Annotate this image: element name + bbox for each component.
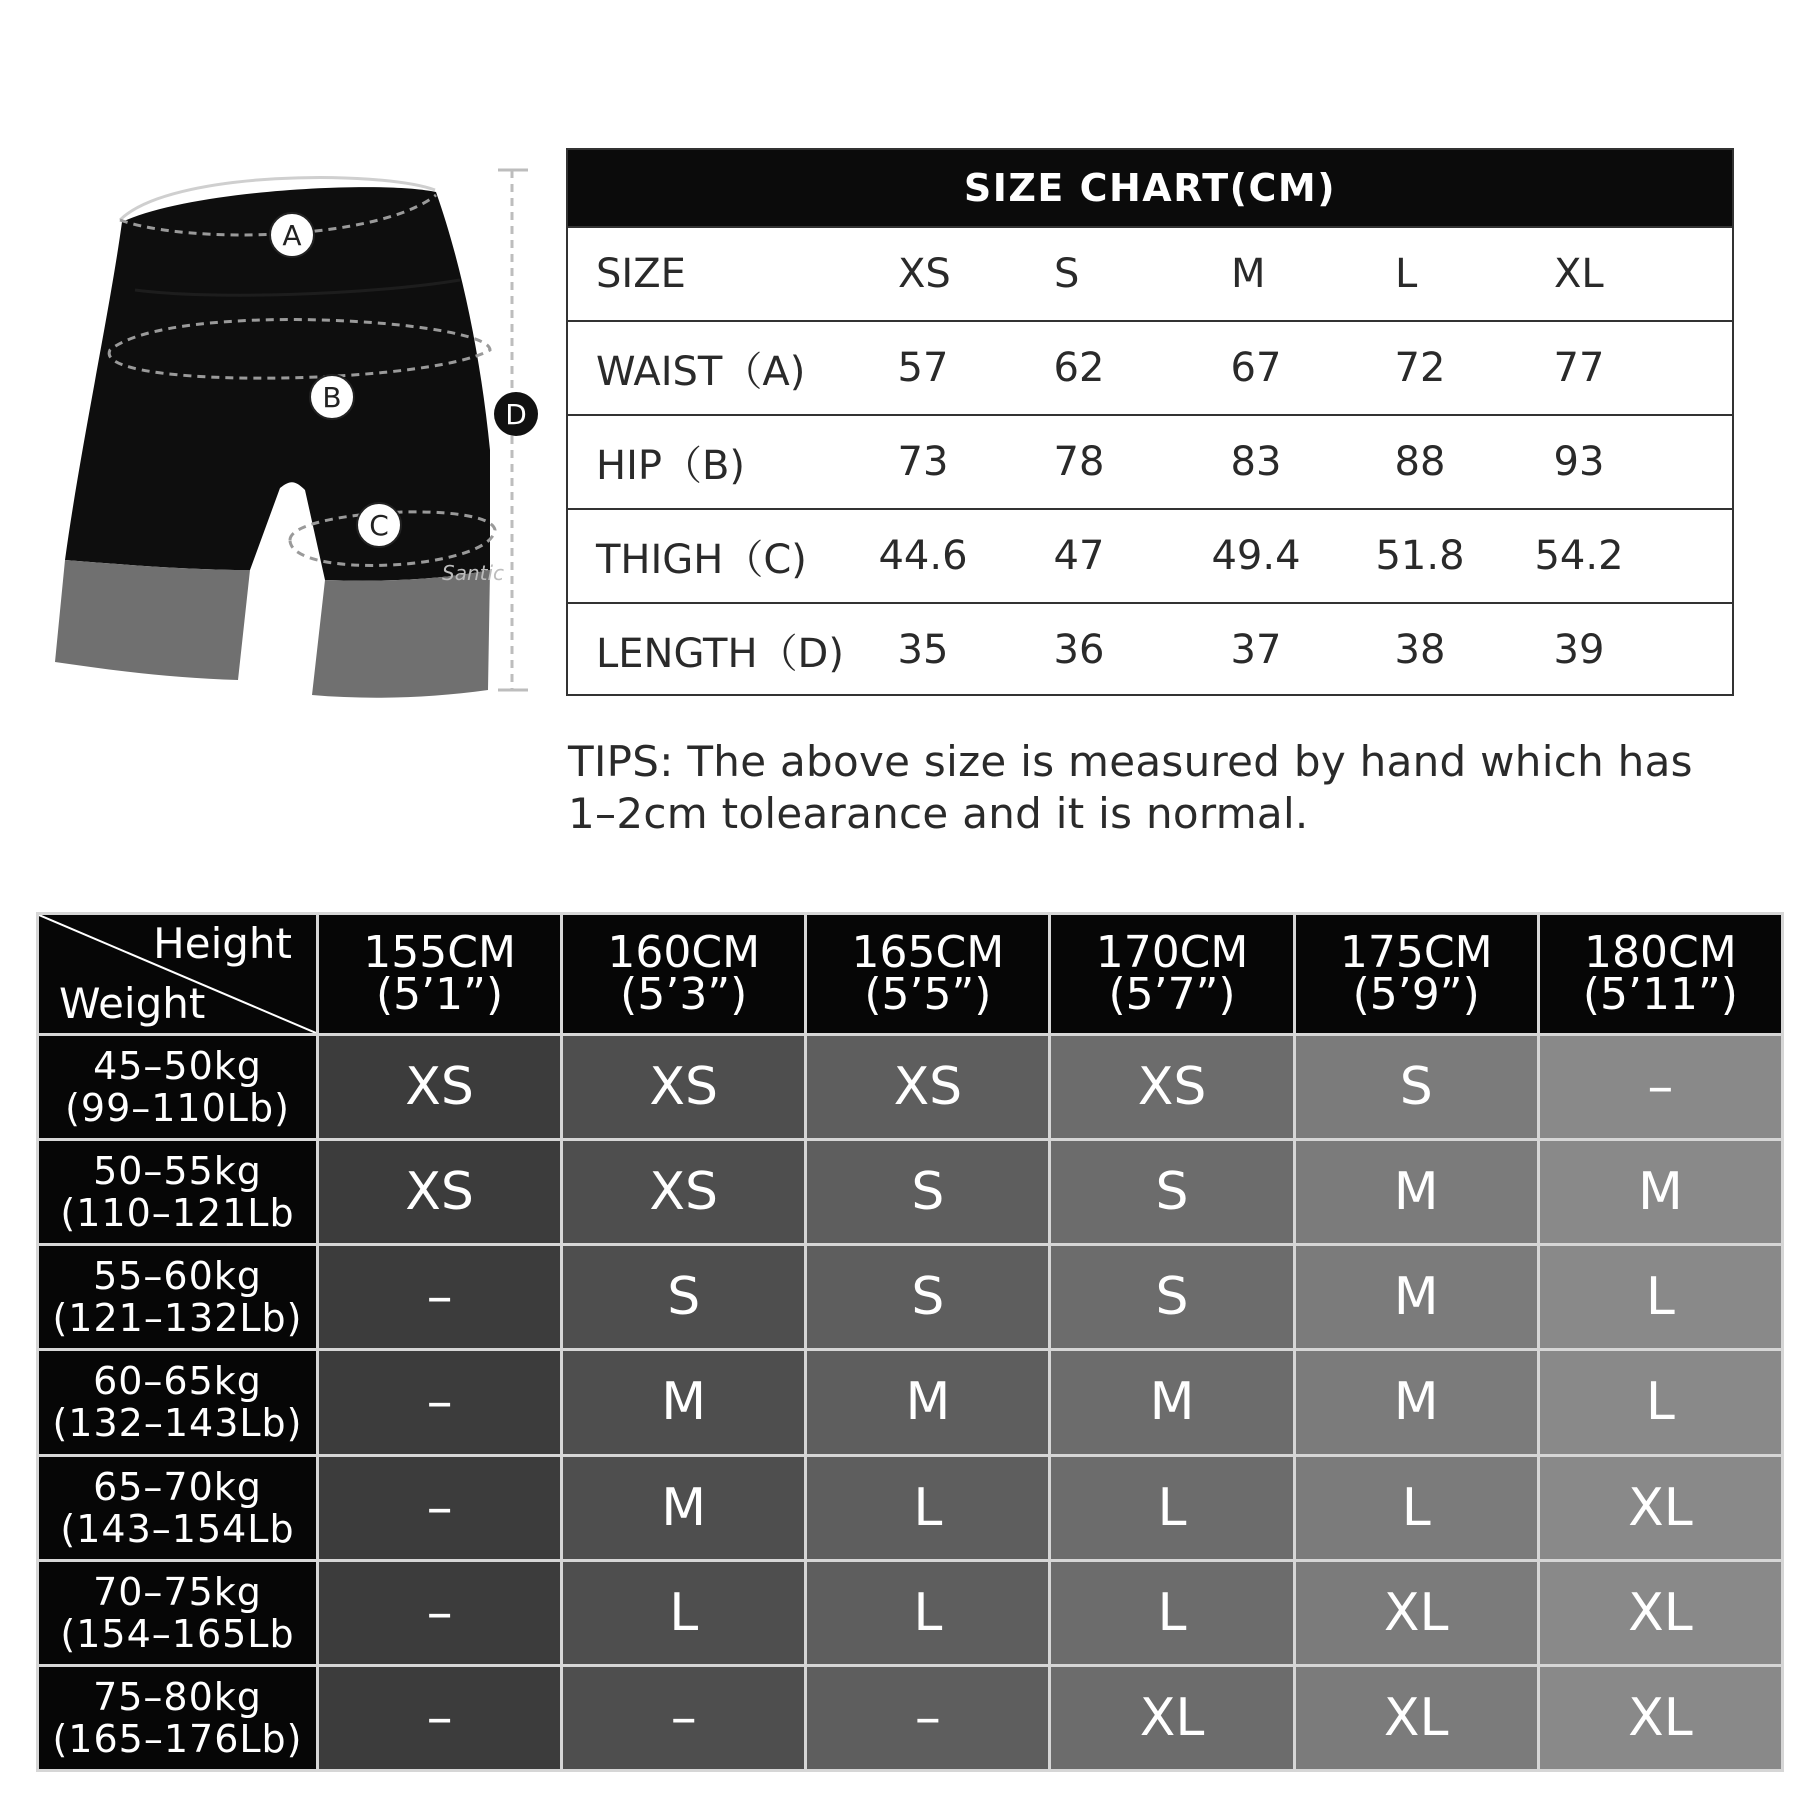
- tips-line-1: TIPS: The above size is measured by hand which has: [568, 737, 1693, 786]
- size-cell: L: [1050, 1560, 1294, 1665]
- size-cell: S: [562, 1245, 806, 1350]
- weight-row: [38, 1140, 1783, 1245]
- row-value: 83: [1230, 439, 1282, 485]
- row-value: 38: [1394, 627, 1446, 673]
- size-cell: S: [806, 1245, 1050, 1350]
- size-chart-title: SIZE CHART(CM): [568, 150, 1732, 226]
- size-cell: M: [1294, 1245, 1538, 1350]
- size-cell: XL: [1294, 1665, 1538, 1770]
- row-value: 57: [897, 345, 949, 391]
- size-header-s: S: [1054, 251, 1080, 297]
- svg-text:C: C: [369, 509, 389, 542]
- weight-row-header: 55–60kg (121–132Lb): [38, 1245, 318, 1350]
- row-value: 88: [1394, 439, 1446, 485]
- svg-text:D: D: [505, 398, 527, 431]
- size-cell: M: [1050, 1350, 1294, 1455]
- size-cell: –: [318, 1665, 562, 1770]
- size-cell: XL: [1538, 1455, 1782, 1560]
- row-value: 67: [1230, 345, 1282, 391]
- size-cell: XS: [562, 1035, 806, 1140]
- weight-row: [38, 1665, 1783, 1770]
- size-cell: XL: [1538, 1665, 1782, 1770]
- size-cell: L: [806, 1560, 1050, 1665]
- size-header-label: SIZE: [596, 251, 686, 297]
- size-cell: M: [1294, 1140, 1538, 1245]
- row-value: 54.2: [1534, 533, 1624, 579]
- shorts-illustration: [50, 150, 550, 710]
- row-value: 44.6: [878, 533, 968, 579]
- row-value: 37: [1230, 627, 1282, 673]
- size-cell: L: [1538, 1245, 1782, 1350]
- row-value: 35: [897, 627, 949, 673]
- row-value: 62: [1053, 345, 1105, 391]
- size-chart-row-waist: [568, 320, 1732, 414]
- size-cell: –: [318, 1350, 562, 1455]
- tips-line-2: 1–2cm tolearance and it is normal.: [568, 789, 1309, 838]
- size-cell: M: [1538, 1140, 1782, 1245]
- weight-row-header: 60–65kg (132–143Lb): [38, 1350, 318, 1455]
- size-header-m: M: [1231, 251, 1266, 297]
- size-cell: XL: [1538, 1560, 1782, 1665]
- weight-row: [38, 1560, 1783, 1665]
- size-chart-table: [566, 148, 1734, 696]
- left-cuff: [55, 560, 250, 680]
- height-weight-fit-grid: [36, 912, 1784, 1772]
- size-cell: S: [806, 1140, 1050, 1245]
- corner-header: [38, 914, 318, 1035]
- row-value: 39: [1553, 627, 1605, 673]
- size-cell: XS: [806, 1035, 1050, 1140]
- tips-note: [568, 736, 1748, 840]
- weight-row-header: 50–55kg (110–121Lb: [38, 1140, 318, 1245]
- row-label: LENGTH（D): [596, 630, 844, 677]
- size-cell: –: [318, 1245, 562, 1350]
- weight-row-header: 75–80kg (165–176Lb): [38, 1665, 318, 1770]
- corner-weight-label: Weight: [59, 979, 206, 1028]
- size-cell: M: [562, 1455, 806, 1560]
- size-chart-row-thigh: [568, 508, 1732, 602]
- row-value: 72: [1394, 345, 1446, 391]
- size-cell: XL: [1050, 1665, 1294, 1770]
- weight-row: [38, 1245, 1783, 1350]
- size-header-l: L: [1395, 251, 1418, 297]
- size-cell: –: [562, 1665, 806, 1770]
- size-cell: M: [806, 1350, 1050, 1455]
- size-cell: M: [562, 1350, 806, 1455]
- size-cell: L: [1538, 1350, 1782, 1455]
- fit-grid-header-row: [38, 914, 1783, 1035]
- height-column-header: 175CM (5’9”): [1294, 914, 1538, 1035]
- row-value: 73: [897, 439, 949, 485]
- height-column-header: 180CM (5’11”): [1538, 914, 1782, 1035]
- size-cell: –: [318, 1560, 562, 1665]
- size-chart-row-length: [568, 602, 1732, 696]
- size-cell: XS: [562, 1140, 806, 1245]
- right-cuff: [312, 570, 490, 698]
- row-value: 78: [1053, 439, 1105, 485]
- svg-text:A: A: [282, 219, 302, 252]
- size-cell: L: [1050, 1455, 1294, 1560]
- marker-b: [310, 375, 354, 419]
- size-chart-header-row: [568, 226, 1732, 320]
- corner-height-label: Height: [153, 919, 292, 968]
- brand-text: Santic: [442, 561, 505, 585]
- row-value: 77: [1553, 345, 1605, 391]
- size-cell: L: [1294, 1455, 1538, 1560]
- size-cell: XL: [1294, 1560, 1538, 1665]
- size-cell: M: [1294, 1350, 1538, 1455]
- size-cell: XS: [1050, 1035, 1294, 1140]
- row-label: WAIST（A): [596, 348, 806, 395]
- weight-row-header: 65–70kg (143–154Lb: [38, 1455, 318, 1560]
- size-cell: S: [1050, 1245, 1294, 1350]
- row-value: 93: [1553, 439, 1605, 485]
- marker-a: [270, 213, 314, 257]
- size-cell: XS: [318, 1035, 562, 1140]
- row-value: 36: [1053, 627, 1105, 673]
- weight-row: [38, 1350, 1783, 1455]
- size-cell: –: [806, 1665, 1050, 1770]
- size-cell: XS: [318, 1140, 562, 1245]
- weight-row-header: 70–75kg (154–165Lb: [38, 1560, 318, 1665]
- row-label: HIP（B): [596, 442, 746, 489]
- row-value: 49.4: [1211, 533, 1301, 579]
- marker-d: [494, 392, 538, 436]
- row-value: 51.8: [1375, 533, 1465, 579]
- marker-c: [357, 503, 401, 547]
- height-column-header: 160CM (5’3”): [562, 914, 806, 1035]
- weight-row: [38, 1455, 1783, 1560]
- size-cell: S: [1294, 1035, 1538, 1140]
- svg-text:B: B: [322, 381, 342, 414]
- size-header-xl: XL: [1554, 251, 1604, 297]
- row-value: 47: [1053, 533, 1105, 579]
- size-cell: L: [806, 1455, 1050, 1560]
- row-label: THIGH（C): [596, 536, 807, 583]
- weight-row-header: 45–50kg (99–110Lb): [38, 1035, 318, 1140]
- height-column-header: 165CM (5’5”): [806, 914, 1050, 1035]
- height-column-header: 155CM (5’1”): [318, 914, 562, 1035]
- size-cell: –: [318, 1455, 562, 1560]
- size-header-xs: XS: [898, 251, 951, 297]
- height-column-header: 170CM (5’7”): [1050, 914, 1294, 1035]
- size-cell: L: [562, 1560, 806, 1665]
- size-cell: S: [1050, 1140, 1294, 1245]
- weight-row: [38, 1035, 1783, 1140]
- size-cell: –: [1538, 1035, 1782, 1140]
- size-chart-row-hip: [568, 414, 1732, 508]
